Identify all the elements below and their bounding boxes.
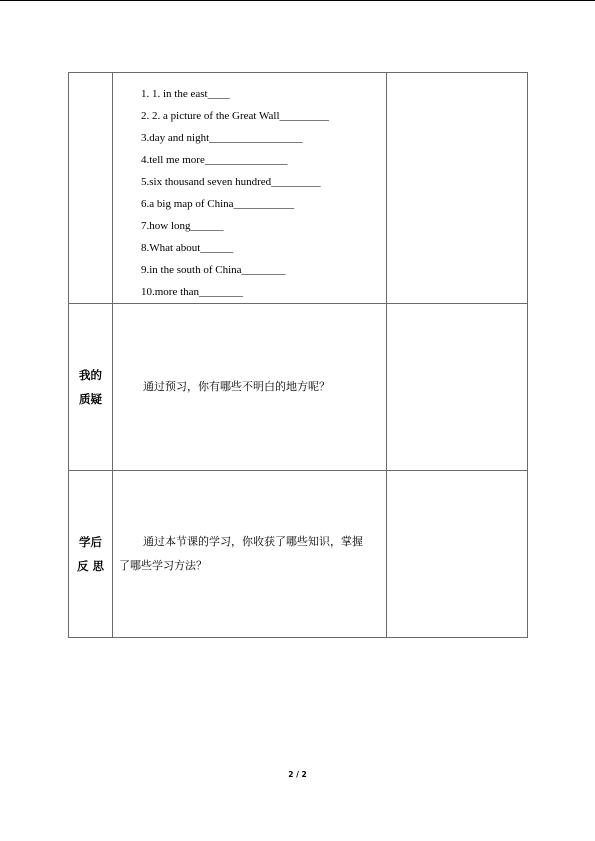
reflection-label-line2: 反 思 bbox=[76, 559, 104, 573]
phrase-item: 7.how long______ bbox=[141, 220, 224, 232]
question-label-line2: 质疑 bbox=[79, 392, 102, 406]
phrase-list bbox=[113, 73, 386, 303]
worksheet-table bbox=[68, 72, 528, 638]
top-border-line bbox=[0, 0, 595, 1]
phrase-label-cell bbox=[69, 73, 113, 304]
reflection-label-cell bbox=[69, 471, 113, 638]
reflection-notes-cell bbox=[387, 471, 528, 638]
reflection-label-line1: 学后 bbox=[79, 535, 102, 549]
page-number: 2 / 2 bbox=[288, 770, 307, 779]
reflection-row bbox=[69, 471, 528, 638]
question-label-cell bbox=[69, 304, 113, 471]
question-prompt: 通过预习，你有哪些不明白的地方呢？ bbox=[143, 380, 330, 393]
reflection-prompt: 通过本节课的学习，你收获了哪些知识，掌握了哪些学习方法？ bbox=[119, 535, 363, 572]
phrase-item: 8.What about______ bbox=[141, 242, 234, 254]
phrase-item: 5.six thousand seven hundred_________ bbox=[141, 176, 321, 188]
phrase-row bbox=[69, 73, 528, 304]
question-prompt-cell bbox=[113, 304, 387, 471]
phrase-item: 2. 2. a picture of the Great Wall_________ bbox=[141, 110, 329, 122]
reflection-prompt-cell bbox=[113, 471, 387, 638]
question-row bbox=[69, 304, 528, 471]
phrase-notes-cell bbox=[387, 73, 528, 304]
phrase-list-cell bbox=[113, 73, 387, 304]
phrase-item: 3.day and night_________________ bbox=[141, 132, 303, 144]
phrase-item: 1. 1. in the east____ bbox=[141, 88, 230, 100]
phrase-item: 6.a big map of China___________ bbox=[141, 198, 295, 210]
phrase-item: 10.more than________ bbox=[141, 286, 244, 298]
phrase-item: 9.in the south of China________ bbox=[141, 264, 286, 276]
question-label-line1: 我的 bbox=[79, 368, 102, 382]
phrase-item: 4.tell me more_______________ bbox=[141, 154, 288, 166]
question-notes-cell bbox=[387, 304, 528, 471]
